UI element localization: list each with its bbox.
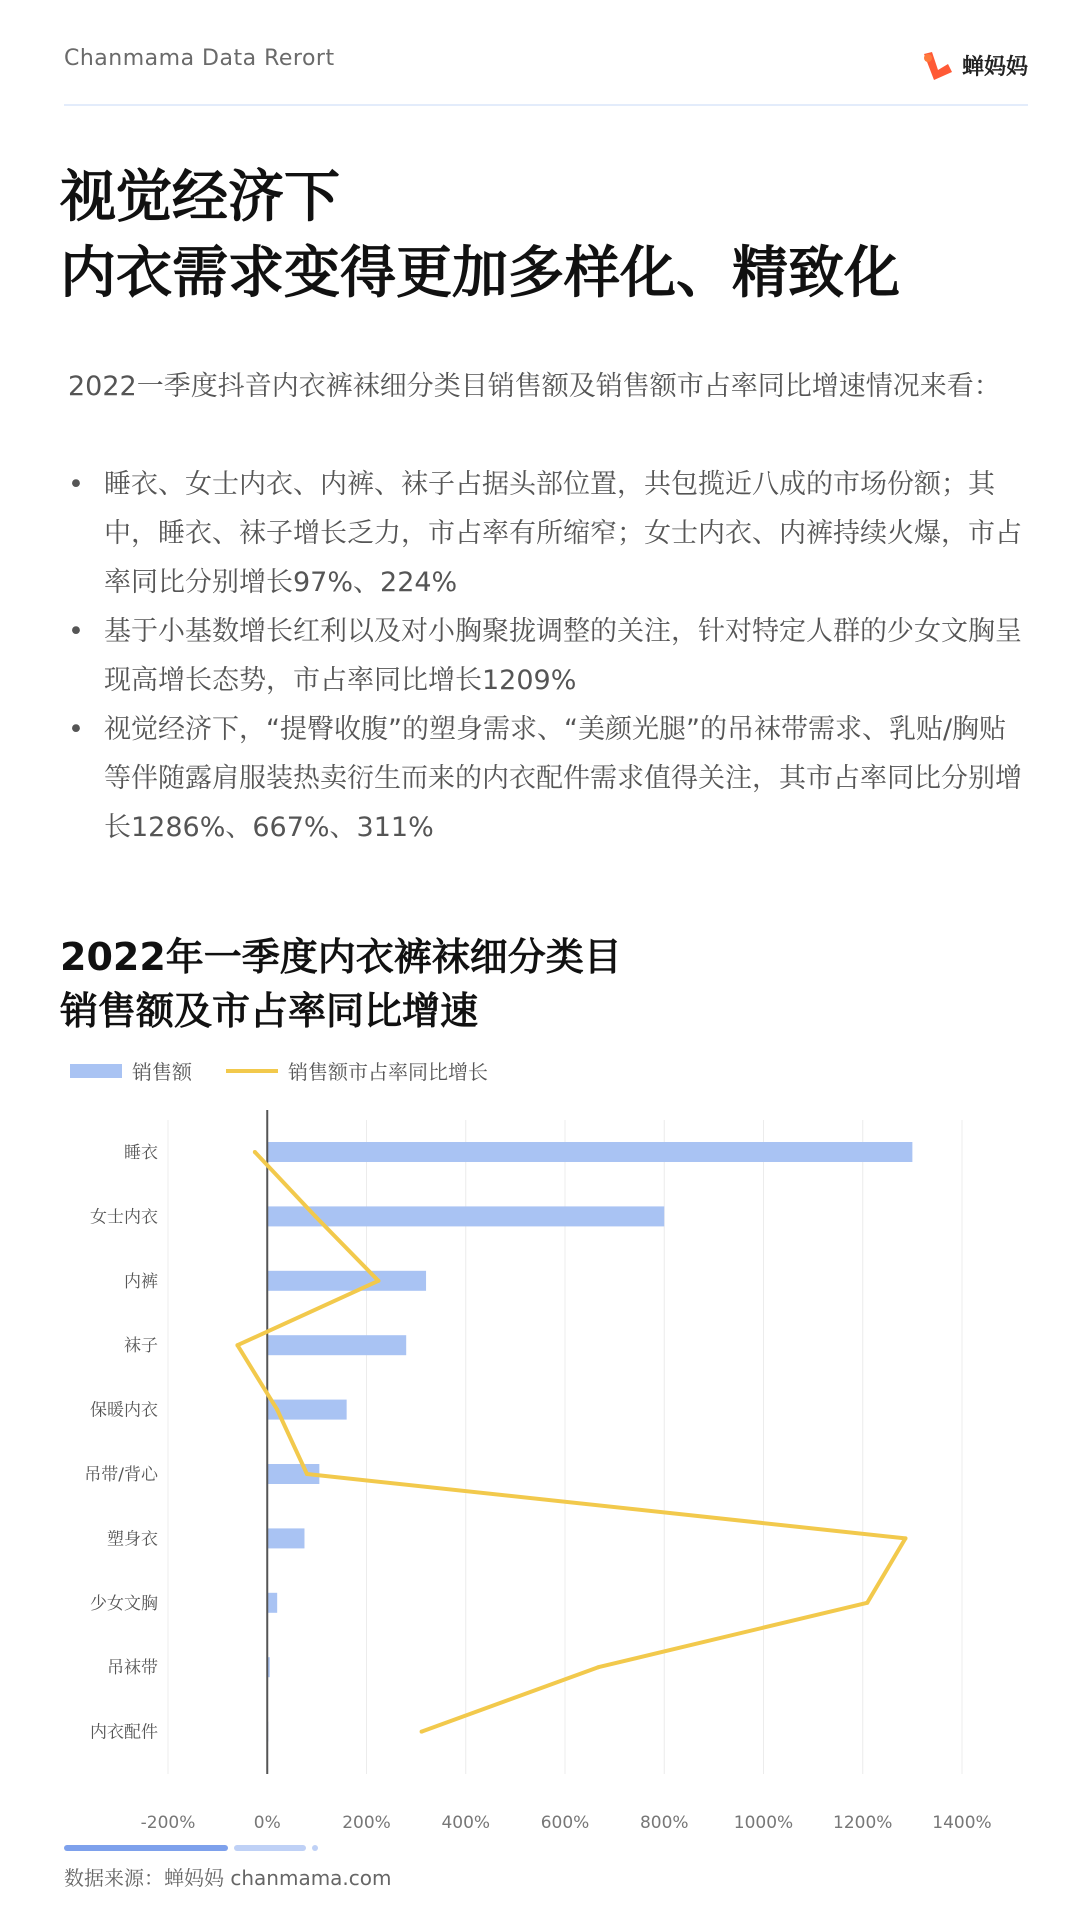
data-source: 数据来源：蝉妈妈 chanmama.com — [64, 1866, 392, 1890]
x-tick-label: 600% — [540, 1813, 590, 1833]
title-line: 视觉经济下 — [60, 165, 340, 230]
bar-7 — [267, 1528, 304, 1548]
x-tick-label: 400% — [441, 1813, 491, 1833]
bullet-item: • 视觉经济下，“提臀收腹”的塑身需求、“美颜光腿”的吊袜带需求、乳贴/胸贴等伴随露肩服装热卖衍生而来的内衣配件需求值得关注，其市占率同比分别增长1286%、667%、311% — [68, 705, 1028, 852]
growth-point-4 — [235, 1343, 239, 1347]
chart-legend — [70, 1056, 488, 1085]
report-header — [64, 46, 1028, 106]
x-tick-label: 0% — [253, 1813, 281, 1833]
chanmama-logo-icon — [918, 46, 956, 84]
bar-8 — [267, 1593, 277, 1613]
bullet-list — [68, 460, 1028, 852]
category-label: 袜子 — [124, 1336, 158, 1357]
legend-line-swatch — [226, 1069, 278, 1073]
x-tick-label: 1400% — [932, 1813, 992, 1833]
growth-point-6 — [305, 1472, 309, 1476]
footer-bar — [64, 1845, 228, 1851]
growth-point-5 — [275, 1408, 279, 1412]
x-tick-label: 1000% — [733, 1813, 794, 1833]
growth-point-1 — [253, 1150, 257, 1154]
chart-title-line: 2022年一季度内衣裤袜细分类目 — [60, 935, 622, 979]
category-label: 内衣配件 — [90, 1722, 158, 1743]
category-label: 内裤 — [124, 1271, 158, 1292]
bar-1 — [267, 1142, 912, 1162]
bullet-item: • 基于小基数增长红利以及对小胸聚拢调整的关注，针对特定人群的少女文胸呈现高增长态势，市占率同比增长1209% — [68, 607, 1028, 705]
bullet-item: • 睡衣、女士内衣、内裤、袜子占据头部位置，共包揽近八成的市场份额；其中，睡衣、袜子增长乏力，市占率有所缩窄；女士内衣、内裤持续火爆，市占率同比分别增长97%、224% — [68, 460, 1028, 607]
bar-2 — [267, 1206, 664, 1226]
category-label: 少女文胸 — [90, 1593, 158, 1614]
growth-line — [237, 1152, 905, 1732]
category-label: 吊带/背心 — [84, 1465, 158, 1485]
brand-text: Chanmama Data Rerort — [64, 46, 335, 71]
bar-line-chart — [0, 1090, 1080, 1833]
legend-bar-swatch — [70, 1064, 122, 1078]
bar-4 — [267, 1335, 406, 1355]
x-tick-label: -200% — [140, 1813, 196, 1833]
x-tick-label: 200% — [342, 1813, 391, 1833]
chart-title-line: 销售额及市占率同比增速 — [60, 989, 479, 1033]
growth-point-3 — [376, 1279, 380, 1283]
growth-point-8 — [865, 1601, 869, 1605]
legend-line-label: 销售额市占率同比增长 — [288, 1060, 488, 1084]
footer-dot — [312, 1845, 318, 1851]
category-label: 保暖内衣 — [90, 1400, 158, 1421]
page-title — [60, 160, 900, 312]
category-label: 睡衣 — [124, 1143, 158, 1163]
growth-point-7 — [903, 1536, 907, 1540]
title-line: 内衣需求变得更加多样化、精致化 — [60, 241, 900, 306]
bar-3 — [267, 1271, 426, 1291]
category-label: 女士内衣 — [90, 1207, 158, 1228]
growth-point-9 — [596, 1665, 600, 1669]
category-label: 吊袜带 — [107, 1658, 158, 1679]
chart-title — [60, 930, 622, 1038]
intro-text: 2022一季度抖音内衣裤袜细分类目销售额及销售额市占率同比增速情况来看： — [68, 371, 1001, 402]
legend-bar-label: 销售额 — [132, 1060, 192, 1084]
footer-decoration — [64, 1845, 318, 1851]
logo-text: 蝉妈妈 — [961, 54, 1028, 80]
x-tick-label: 800% — [639, 1813, 689, 1833]
header-divider — [64, 104, 1028, 106]
growth-point-10 — [420, 1730, 424, 1734]
x-tick-label: 1200% — [833, 1813, 893, 1833]
category-label: 塑身衣 — [107, 1529, 158, 1550]
footer-bar — [234, 1845, 306, 1851]
growth-point-2 — [313, 1214, 317, 1218]
logo — [918, 46, 1028, 84]
